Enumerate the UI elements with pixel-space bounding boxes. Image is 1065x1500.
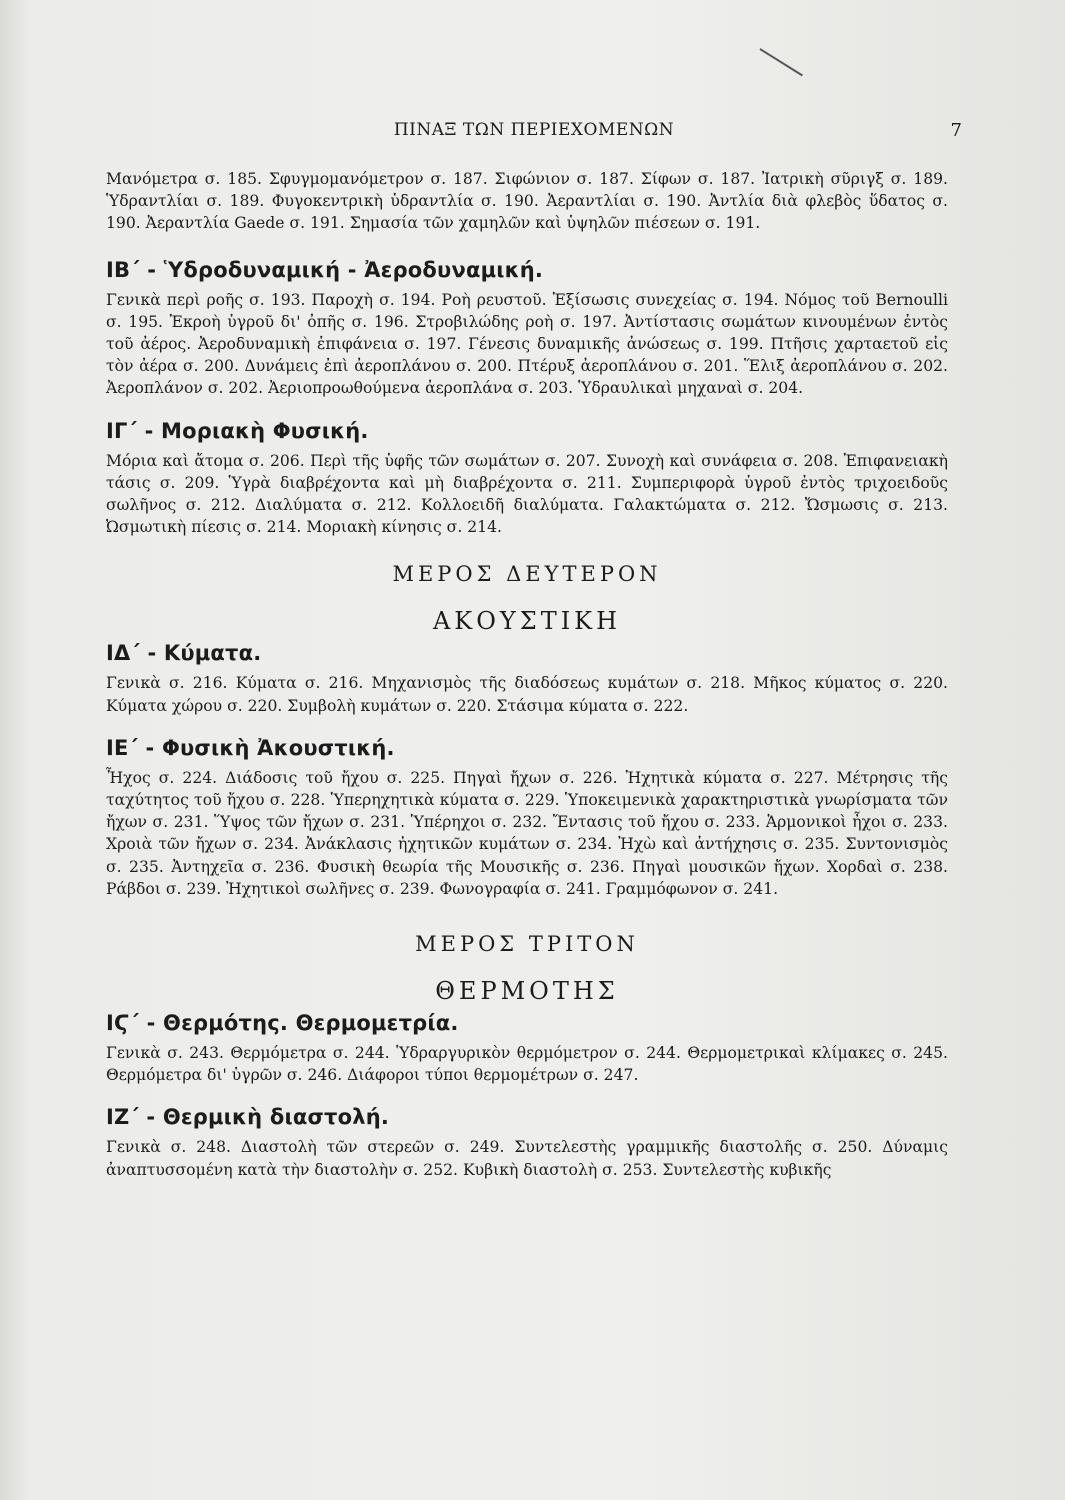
toc-entry-14: Γενικὰ σ. 216. Κύματα σ. 216. Μηχανισμὸς τῆς διαδόσεως κυμάτων σ. 218. Μῆκος κύματος σ. 220. Κύματα χώρου σ. 220. Συμβολὴ κυμάτων σ. 220. Στάσιμα κύματα σ. 222. xyxy=(106,674,948,715)
section-heading-13: ΙΓ΄ - Μοριακὴ Φυσική. xyxy=(106,418,369,443)
toc-entry-continued: Μανόμετρα σ. 185. Σφυγμομανόμετρον σ. 187. Σιφώνιον σ. 187. Σίφων σ. 187. Ἰατρικὴ σῦριγξ σ. 189. Ὑδραντλίαι σ. 189. Φυγοκεντρικὴ ὑδραντλία σ. 190. Ἀεραντλίαι σ. 190. Ἀντλία διὰ φλεβὸς ὕδατος σ. 190. Ἀεραντλία Gaede σ. 191. Σημασία τῶν χαμηλῶν καὶ ὑψηλῶν πιέσεων σ. 191. xyxy=(106,170,948,233)
page-header xyxy=(106,120,962,146)
toc-entry-17: Γενικὰ σ. 248. Διαστολὴ τῶν στερεῶν σ. 249. Συντελεστὴς γραμμικῆς διαστολῆς σ. 250. Δύναμις ἀναπτυσσομένη κατὰ τὴν διαστολὴν σ. 252. Κυβικὴ διαστολὴ σ. 253. Συντελεστὴς κυβικῆς xyxy=(106,1138,948,1179)
toc-entry-16: Γενικὰ σ. 243. Θερμόμετρα σ. 244. Ὑδραργυρικὸν θερμόμετρον σ. 244. Θερμομετρικαὶ κλίμακες σ. 245. Θερμόμετρα δι' ὑγρῶν σ. 246. Διάφοροι τύποι θερμομέτρων σ. 247. xyxy=(106,1044,948,1085)
toc-entry-13: Μόρια καὶ ἄτομα σ. 206. Περὶ τῆς ὑφῆς τῶν σωμάτων σ. 207. Συνοχὴ καὶ συνάφεια σ. 208. Ἐπιφανειακὴ τάσις σ. 209. Ὑγρὰ διαβρέχοντα καὶ μὴ διαβρέχοντα σ. 211. Συμπεριφορὰ ὑγροῦ ἐντὸς τριχοειδοῦς σωλῆνος σ. 212. Διαλύματα σ. 212. Κολλοειδῆ διαλύματα. Γαλακτώματα σ. 212. Ὤσμωσις σ. 213. Ὠσμωτικὴ πίεσις σ. 214. Μοριακὴ κίνησις σ. 214. xyxy=(106,451,948,537)
scan-mark xyxy=(759,48,802,76)
page-number: 7 xyxy=(950,120,962,141)
section-heading-17: ΙΖ΄ - Θερμικὴ διαστολή. xyxy=(106,1105,390,1130)
subject-title-acoustics: ΑΚΟΥΣΤΙΚΗ xyxy=(432,607,622,636)
section-heading-12: ΙΒ΄ - Ὑδροδυναμική - Ἀεροδυναμική. xyxy=(106,257,544,282)
running-title: ΠΙΝΑΞ ΤΩΝ ΠΕΡΙΕΧΟΜΕΝΩΝ xyxy=(393,120,675,140)
section-heading-16: ΙϚ΄ - Θερμότης. Θερμομετρία. xyxy=(106,1011,459,1036)
part-title-three: ΜΕΡΟΣ ΤΡΙΤΟΝ xyxy=(415,932,639,957)
subject-title-heat: ΘΕΡΜΟΤΗΣ xyxy=(435,977,619,1006)
section-heading-15: ΙΕ΄ - Φυσικὴ Ἀκουστική. xyxy=(106,735,395,760)
toc-entry-15: Ἦχος σ. 224. Διάδοσις τοῦ ἤχου σ. 225. Πηγαὶ ἤχων σ. 226. Ἠχητικὰ κύματα σ. 227. Μέτρησις τῆς ταχύτητος τοῦ ἤχου σ. 228. Ὑπερηχητικὰ κύματα σ. 229. Ὑποκειμενικὰ χαρακτηριστικὰ γνωρίσματα τῶν ἤχων σ. 231. Ὕψος τῶν ἤχων σ. 231. Ὑπέρηχοι σ. 232. Ἔντασις τοῦ ἤχου σ. 233. Ἁρμονικοὶ ἦχοι σ. 233. Χροιὰ τῶν ἤχων σ. 234. Ἀνάκλασις ἠχητικῶν κυμάτων σ. 234. Ἠχὼ καὶ ἀντήχησις σ. 235. Συντονισμὸς σ. 235. Ἀντηχεῖα σ. 236. Φυσικὴ θεωρία τῆς Μουσικῆς σ. 236. Πηγαὶ μουσικῶν ἤχων. Χορδαὶ σ. 238. Ράβδοι σ. 239. Ἠχητικοὶ σωλῆνες σ. 239. Φωνογραφία σ. 241. Γραμμόφωνον σ. 241. xyxy=(106,768,948,898)
toc-entry-12: Γενικὰ περὶ ροῆς σ. 193. Παροχὴ σ. 194. Ροὴ ρευστοῦ. Ἐξίσωσις συνεχείας σ. 194. Νόμος τοῦ Bernoulli σ. 195. Ἐκροὴ ὑγροῦ δι' ὀπῆς σ. 196. Στροβιλώδης ροὴ σ. 197. Ἀντίστασις σωμάτων κινουμένων ἐντὸς τοῦ ἀέρος. Ἀεροδυναμικὴ ἐπιφάνεια σ. 197. Γένεσις δυναμικῆς ἀνώσεως σ. 199. Πτῆσις χαρταετοῦ εἰς τὸν ἀέρα σ. 200. Δυνάμεις ἐπὶ ἀεροπλάνου σ. 200. Πτέρυξ ἀεροπλάνου σ. 201. Ἕλιξ ἀεροπλάνου σ. 202. Ἀεροπλάνον σ. 202. Ἀεριοπροωθούμενα ἀεροπλάνα σ. 203. Ὑδραυλικαὶ μηχαναὶ σ. 204. xyxy=(106,290,948,398)
section-heading-14: ΙΔ΄ - Κύματα. xyxy=(106,641,262,666)
part-title-two: ΜΕΡΟΣ ΔΕΥΤΕΡΟΝ xyxy=(392,562,662,587)
toc-content xyxy=(106,168,948,1181)
